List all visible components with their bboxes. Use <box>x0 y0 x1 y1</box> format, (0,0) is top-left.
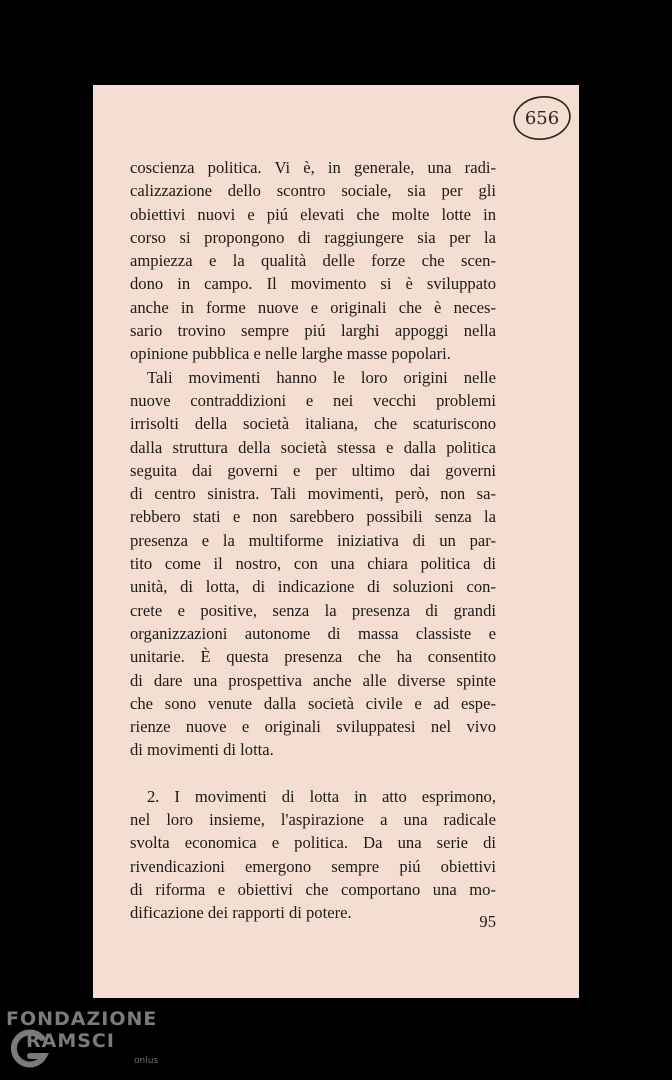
text-line: Tali movimenti hanno le loro origini nelle <box>147 367 496 387</box>
text-line: dalla struttura della società stessa e dalla politica <box>130 437 496 457</box>
annotation-number: 656 <box>524 108 560 129</box>
fondazione-gramsci-logo <box>6 1008 166 1078</box>
text-line: sario trovino sempre piú larghi appoggi nella <box>130 321 496 341</box>
text-line: coscienza politica. Vi è, in generale, una radi- <box>130 158 496 177</box>
text-line: nuove contraddizioni e nei vecchi problemi <box>130 390 496 410</box>
text-line: rivendicazioni emergono sempre piú obiettivi <box>130 856 496 876</box>
text-line: seguita dai governi e per ultimo dai governi <box>130 460 496 480</box>
text-line: irrisolti della società italiana, che scaturiscono <box>130 414 496 434</box>
logo-line-2: RAMSCI <box>26 1030 115 1052</box>
text-line: opinione pubblica e nelle larghe masse popolari. <box>130 344 451 364</box>
text-line: dificazione dei rapporti di potere. <box>130 903 352 923</box>
paragraph-section-2 <box>130 785 496 925</box>
text-line: nel loro insieme, l'aspirazione a una radicale <box>130 810 496 830</box>
text-line: anche in forme nuove e originali che è neces- <box>130 297 496 317</box>
handwritten-page-annotation <box>511 93 573 141</box>
text-line: corso si propongono di raggiungere sia per la <box>130 227 496 247</box>
paragraph-continuation <box>130 156 496 366</box>
text-line: obiettivi nuovi e piú elevati che molte lotte in <box>130 204 496 224</box>
text-line: calizzazione dello scontro sociale, sia per gli <box>130 181 496 201</box>
text-line: di movimenti di lotta. <box>130 740 274 760</box>
text-line: tito come il nostro, con una chiara politica di <box>130 554 496 574</box>
book-page <box>93 85 579 998</box>
page-number: 95 <box>479 912 496 931</box>
logo-line-1: FONDAZIONE <box>6 1008 158 1030</box>
text-line: di centro sinistra. Tali movimenti, però, non sa- <box>130 484 496 504</box>
text-line: crete e positive, senza la presenza di grandi <box>130 600 496 620</box>
text-line: di dare una prospettiva anche alle diverse spinte <box>130 670 496 690</box>
text-line: presenza e la multiforme iniziativa di un par- <box>130 530 496 550</box>
text-line: rebbero stati e non sarebbero possibili senza la <box>130 507 496 527</box>
text-line: dono in campo. Il movimento si è sviluppato <box>130 274 496 294</box>
text-line: organizzazioni autonome di massa classiste e <box>130 623 496 643</box>
text-line: che sono venute dalla società civile e ad espe- <box>130 693 496 713</box>
text-line: di riforma e obiettivi che comportano una mo- <box>130 879 496 899</box>
text-line: 2. I movimenti di lotta in atto esprimono, <box>147 786 496 806</box>
text-line: rienze nuove e originali sviluppatesi nel vivo <box>130 717 496 737</box>
paragraph-movements <box>130 366 496 762</box>
annotation-circle-icon <box>511 93 573 141</box>
logo-onlus: onlus <box>134 1056 159 1066</box>
text-line: unitarie. È questa presenza che ha consentito <box>130 647 496 667</box>
text-line: svolta economica e politica. Da una serie di <box>130 833 496 853</box>
page-text <box>130 156 496 925</box>
text-line: unità, di lotta, di indicazione di soluzioni con- <box>130 577 496 597</box>
text-line: ampiezza e la qualità delle forze che scen- <box>130 251 496 271</box>
